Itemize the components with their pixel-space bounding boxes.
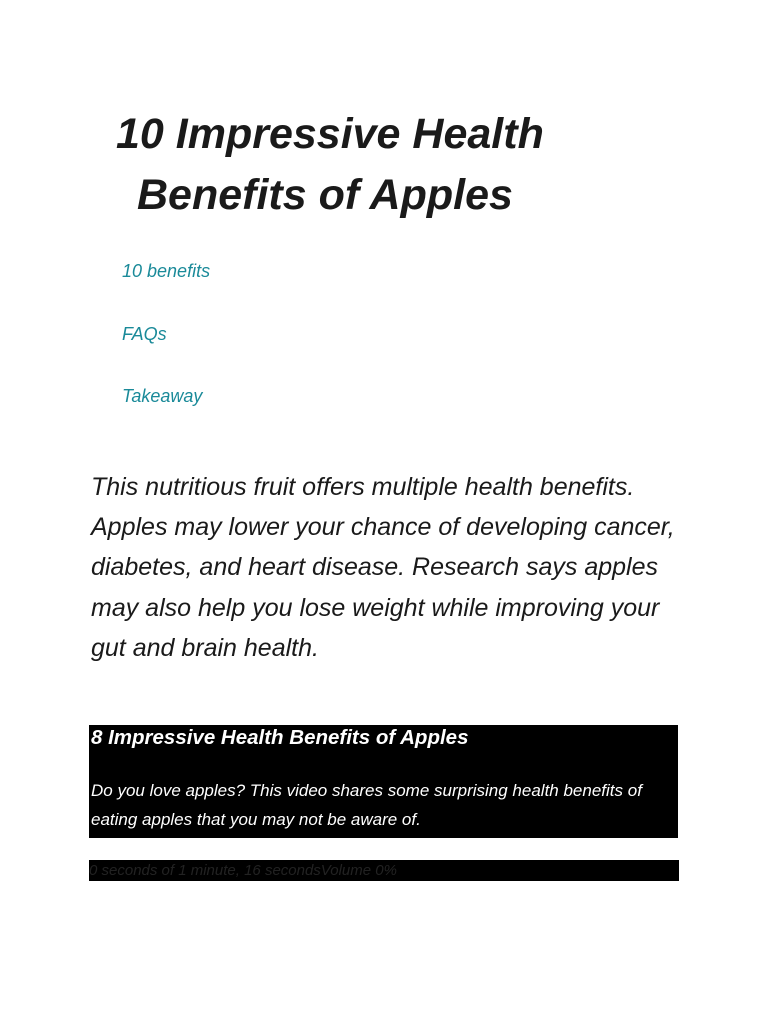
toc-link-10-benefits[interactable]: 10 benefits (122, 261, 211, 281)
article-title (112, 104, 672, 226)
video-player-bar[interactable] (89, 860, 679, 881)
player-status-text: 0 seconds of 1 minute, 16 secondsVolume 0% (89, 862, 397, 879)
table-of-contents (122, 258, 210, 446)
article-intro: This nutritious fruit offers multiple health benefits. Apples may lower your chance of developing cancer, diabetes, and heart disease. Research says apples may also help you lose weight while improving your gut and brain health. (91, 473, 675, 662)
article-title-line-1: 10 Impressive Health (116, 110, 544, 158)
toc-item (122, 383, 210, 446)
video-card[interactable] (89, 725, 678, 838)
article-title-line-2: Benefits of Apples (137, 171, 513, 219)
toc-link-takeaway[interactable]: Takeaway (122, 386, 203, 406)
toc-item (122, 258, 210, 321)
toc-link-faqs[interactable]: FAQs (122, 323, 167, 344)
toc-item (122, 321, 210, 384)
video-title: 8 Impressive Health Benefits of Apples (91, 726, 469, 749)
video-description: Do you love apples? This video shares some surprising health benefits of eating apples that you may not be aware of. (91, 781, 642, 829)
